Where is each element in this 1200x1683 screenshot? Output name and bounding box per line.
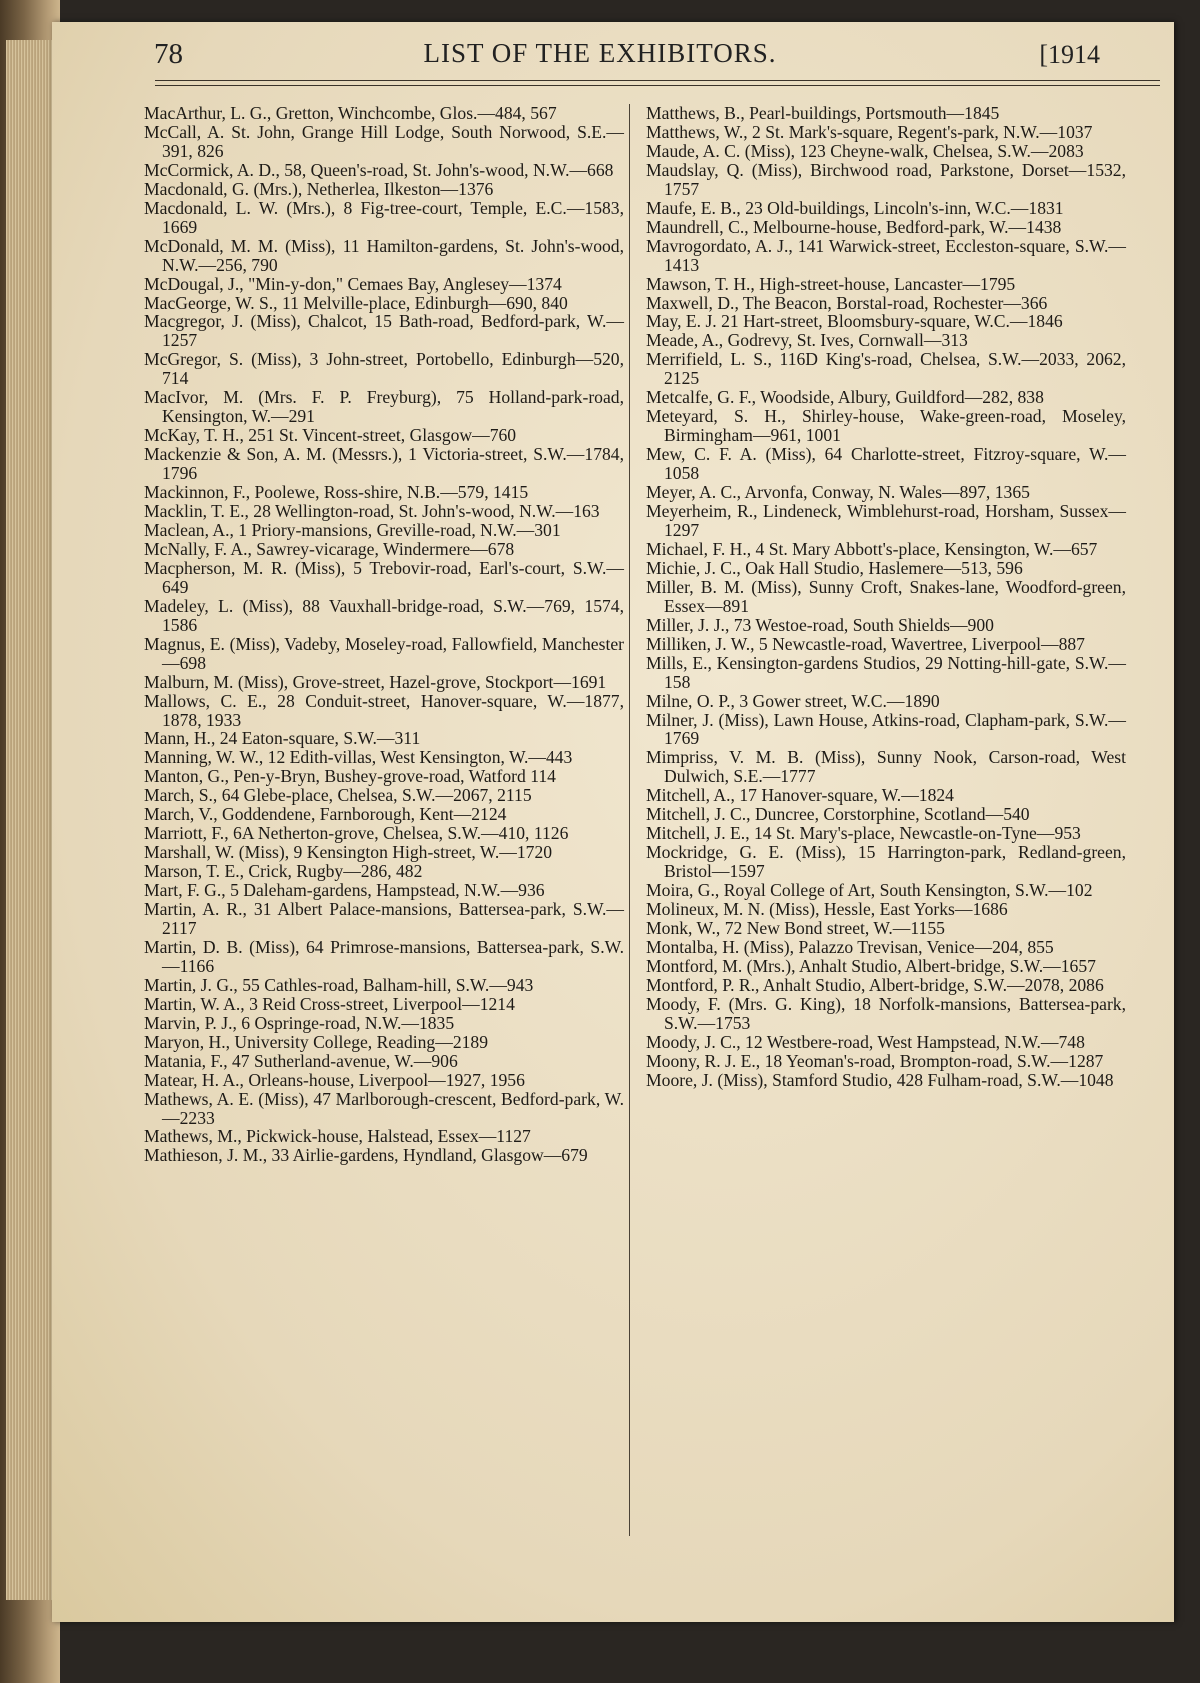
exhibitor-entry: Mockridge, G. E. (Miss), 15 Harrington-park, Redland-green, Bristol—1597 (646, 842, 1126, 882)
exhibitor-entry: Mallows, C. E., 28 Conduit-street, Hanover-square, W.—1877, 1878, 1933 (144, 690, 624, 730)
exhibitor-entry: Metcalfe, G. F., Woodside, Albury, Guildford—282, 838 (646, 387, 1044, 408)
exhibitor-entry: Macpherson, M. R. (Miss), 5 Trebovir-road, Earl's-court, S.W.—649 (144, 557, 624, 597)
exhibitor-entry: Maryon, H., University College, Reading—2189 (144, 1031, 489, 1052)
left-column (144, 104, 624, 1165)
exhibitor-entry: Mackinnon, F., Poolewe, Ross-shire, N.B.—579, 1415 (144, 482, 529, 503)
exhibitor-entry: Moira, G., Royal College of Art, South Kensington, S.W.—102 (646, 880, 1093, 901)
exhibitor-entry: Milliken, J. W., 5 Newcastle-road, Wavertree, Liverpool—887 (646, 633, 1085, 654)
exhibitor-entry: Meyer, A. C., Arvonfa, Conway, N. Wales—897, 1365 (646, 482, 1030, 503)
exhibitor-entry: Manning, W. W., 12 Edith-villas, West Kensington, W.—443 (144, 747, 573, 768)
exhibitor-entry: Matear, H. A., Orleans-house, Liverpool—1927, 1956 (144, 1069, 525, 1090)
exhibitor-entry: MacGeorge, W. S., 11 Melville-place, Edinburgh—690, 840 (144, 292, 568, 313)
exhibitor-entry: Matania, F., 47 Sutherland-avenue, W.—906 (144, 1050, 458, 1071)
exhibitor-entry: Maundrell, C., Melbourne-house, Bedford-park, W.—1438 (646, 216, 1062, 237)
exhibitor-entry: Maclean, A., 1 Priory-mansions, Greville-road, N.W.—301 (144, 519, 561, 540)
exhibitor-entry: McDonald, M. M. (Miss), 11 Hamilton-gardens, St. John's-wood, N.W.—256, 790 (144, 235, 624, 275)
exhibitor-entry: Mackenzie & Son, A. M. (Messrs.), 1 Victoria-street, S.W.—1784, 1796 (144, 444, 624, 484)
exhibitor-entry: McCormick, A. D., 58, Queen's-road, St. John's-wood, N.W.—668 (144, 159, 614, 180)
exhibitor-entry: Marson, T. E., Crick, Rugby—286, 482 (144, 861, 423, 882)
exhibitor-entry: Michael, F. H., 4 St. Mary Abbott's-place, Kensington, W.—657 (646, 538, 1098, 559)
exhibitor-entry: Molineux, M. N. (Miss), Hessle, East Yorks—1686 (646, 899, 1008, 920)
exhibitor-entry: MacArthur, L. G., Gretton, Winchcombe, Glos.—484, 567 (144, 103, 557, 123)
exhibitor-entry: Moony, R. J. E., 18 Yeoman's-road, Brompton-road, S.W.—1287 (646, 1050, 1104, 1071)
exhibitor-entry: Mitchell, A., 17 Hanover-square, W.—1824 (646, 785, 954, 806)
exhibitor-entry: Milne, O. P., 3 Gower street, W.C.—1890 (646, 690, 940, 711)
exhibitor-entry: Montford, M. (Mrs.), Anhalt Studio, Albert-bridge, S.W.—1657 (646, 955, 1096, 976)
exhibitor-entry: Michie, J. C., Oak Hall Studio, Haslemere—513, 596 (646, 557, 1023, 578)
exhibitor-entry: Moore, J. (Miss), Stamford Studio, 428 Fulham-road, S.W.—1048 (646, 1069, 1114, 1090)
exhibitor-entry: McKay, T. H., 251 St. Vincent-street, Glasgow—760 (144, 425, 517, 446)
exhibitor-entry: Moody, F. (Mrs. G. King), 18 Norfolk-mansions, Battersea-park, S.W.—1753 (646, 993, 1126, 1033)
column-divider (629, 104, 630, 1536)
exhibitor-entry: Magnus, E. (Miss), Vadeby, Moseley-road, Fallowfield, Manchester—698 (144, 633, 624, 673)
exhibitor-entry: MacIvor, M. (Mrs. F. P. Freyburg), 75 Holland-park-road, Kensington, W.—291 (144, 387, 624, 427)
exhibitor-entry: Macklin, T. E., 28 Wellington-road, St. John's-wood, N.W.—163 (144, 501, 600, 522)
exhibitor-entry: Madeley, L. (Miss), 88 Vauxhall-bridge-road, S.W.—769, 1574, 1586 (144, 595, 624, 635)
exhibitor-entry: Malburn, M. (Miss), Grove-street, Hazel-grove, Stockport—1691 (144, 671, 607, 692)
exhibitor-entry: Mathieson, J. M., 33 Airlie-gardens, Hyndland, Glasgow—679 (144, 1145, 588, 1166)
exhibitor-entry: Maude, A. C. (Miss), 123 Cheyne-walk, Chelsea, S.W.—2083 (646, 140, 1084, 161)
exhibitor-entry: Maufe, E. B., 23 Old-buildings, Lincoln's-inn, W.C.—1831 (646, 197, 1064, 218)
page-number: 78 (154, 38, 183, 70)
exhibitor-entry: Marshall, W. (Miss), 9 Kensington High-street, W.—1720 (144, 842, 553, 863)
exhibitor-entry: Matthews, W., 2 St. Mark's-square, Regent's-park, N.W.—1037 (646, 121, 1093, 142)
exhibitor-entry: McGregor, S. (Miss), 3 John-street, Portobello, Edinburgh—520, 714 (144, 349, 624, 389)
exhibitor-entry: Mathews, A. E. (Miss), 47 Marlborough-crescent, Bedford-park, W.—2233 (144, 1088, 624, 1128)
stacked-page-edges (6, 40, 56, 1600)
header-rule-lower (155, 85, 1160, 86)
exhibitor-entry: McCall, A. St. John, Grange Hill Lodge, South Norwood, S.E.—391, 826 (144, 121, 624, 161)
exhibitor-entry: May, E. J. 21 Hart-street, Bloomsbury-square, W.C.—1846 (646, 311, 1063, 332)
exhibitor-entry: Matthews, B., Pearl-buildings, Portsmouth—1845 (646, 103, 1000, 123)
exhibitor-entry: Mew, C. F. A. (Miss), 64 Charlotte-street, Fitzroy-square, W.—1058 (646, 444, 1126, 484)
exhibitor-entry: Martin, W. A., 3 Reid Cross-street, Liverpool—1214 (144, 993, 515, 1014)
exhibitor-entry: McDougal, J., "Min-y-don," Cemaes Bay, Anglesey—1374 (144, 273, 562, 294)
exhibitor-entry: Martin, D. B. (Miss), 64 Primrose-mansions, Battersea-park, S.W.—1166 (144, 936, 624, 976)
exhibitor-entry: Mart, F. G., 5 Daleham-gardens, Hampstead, N.W.—936 (144, 880, 545, 901)
exhibitor-entry: Martin, A. R., 31 Albert Palace-mansions, Battersea-park, S.W.—2117 (144, 899, 624, 938)
exhibitor-entry: Maudslay, Q. (Miss), Birchwood road, Parkstone, Dorset—1532, 1757 (646, 159, 1126, 199)
exhibitor-entry: Milner, J. (Miss), Lawn House, Atkins-road, Clapham-park, S.W.—1769 (646, 709, 1126, 749)
exhibitor-entry: Mathews, M., Pickwick-house, Halstead, Essex—1127 (144, 1126, 531, 1147)
exhibitor-entry: Mitchell, J. E., 14 St. Mary's-place, Newcastle-on-Tyne—953 (646, 823, 1081, 844)
exhibitor-entry: Martin, J. G., 55 Cathles-road, Balham-hill, S.W.—943 (144, 974, 534, 995)
exhibitor-entry: Mills, E., Kensington-gardens Studios, 29 Notting-hill-gate, S.W.—158 (646, 652, 1126, 692)
exhibitor-entry: Mawson, T. H., High-street-house, Lancaster—1795 (646, 273, 1016, 294)
year-mark: [1914 (1039, 40, 1100, 69)
exhibitor-entry: Monk, W., 72 New Bond street, W.—1155 (646, 917, 945, 938)
exhibitor-entry: Mavrogordato, A. J., 141 Warwick-street, Eccleston-square, S.W.—1413 (646, 235, 1126, 275)
exhibitor-entry: Marriott, F., 6A Netherton-grove, Chelsea, S.W.—410, 1126 (144, 823, 569, 844)
exhibitor-entry: Maxwell, D., The Beacon, Borstal-road, Rochester—366 (646, 292, 1048, 313)
exhibitor-entry: Merrifield, L. S., 116D King's-road, Chelsea, S.W.—2033, 2062, 2125 (646, 349, 1126, 389)
exhibitor-entry: Manton, G., Pen-y-Bryn, Bushey-grove-road, Watford 114 (144, 766, 556, 787)
exhibitor-entry: Moody, J. C., 12 Westbere-road, West Hampstead, N.W.—748 (646, 1031, 1085, 1052)
exhibitor-entry: March, V., Goddendene, Farnborough, Kent—2124 (144, 804, 507, 825)
exhibitor-entry: Macdonald, L. W. (Mrs.), 8 Fig-tree-court, Temple, E.C.—1583, 1669 (144, 197, 624, 237)
exhibitor-entry: Miller, B. M. (Miss), Sunny Croft, Snakes-lane, Woodford-green, Essex—891 (646, 576, 1126, 616)
exhibitor-entry: Montalba, H. (Miss), Palazzo Trevisan, Venice—204, 855 (646, 936, 1054, 957)
right-column (646, 104, 1126, 1090)
exhibitor-entry: Meade, A., Godrevy, St. Ives, Cornwall—313 (646, 330, 968, 351)
exhibitor-entry: Montford, P. R., Anhalt Studio, Albert-bridge, S.W.—2078, 2086 (646, 974, 1104, 995)
exhibitor-entry: Mitchell, J. C., Duncree, Corstorphine, Scotland—540 (646, 804, 1030, 825)
running-title: LIST OF THE EXHIBITORS. (423, 38, 777, 68)
header-rule-upper (155, 80, 1160, 81)
exhibitor-entry: Meyerheim, R., Lindeneck, Wimblehurst-road, Horsham, Sussex—1297 (646, 501, 1126, 540)
exhibitor-entry: McNally, F. A., Sawrey-vicarage, Windermere—678 (144, 538, 515, 559)
exhibitor-entry: March, S., 64 Glebe-place, Chelsea, S.W.—2067, 2115 (144, 785, 532, 806)
page-header (100, 38, 1100, 82)
exhibitor-entry: Marvin, P. J., 6 Ospringe-road, N.W.—1835 (144, 1012, 455, 1033)
exhibitor-entry: Miller, J. J., 73 Westoe-road, South Shields—900 (646, 614, 994, 635)
exhibitor-entry: Meteyard, S. H., Shirley-house, Wake-green-road, Moseley, Birmingham—961, 1001 (646, 406, 1126, 446)
exhibitor-entry: Mann, H., 24 Eaton-square, S.W.—311 (144, 728, 421, 749)
exhibitor-entry: Macgregor, J. (Miss), Chalcot, 15 Bath-road, Bedford-park, W.—1257 (144, 311, 624, 351)
exhibitor-entry: Mimpriss, V. M. B. (Miss), Sunny Nook, Carson-road, West Dulwich, S.E.—1777 (646, 747, 1126, 787)
exhibitor-entry: Macdonald, G. (Mrs.), Netherlea, Ilkeston—1376 (144, 178, 494, 199)
